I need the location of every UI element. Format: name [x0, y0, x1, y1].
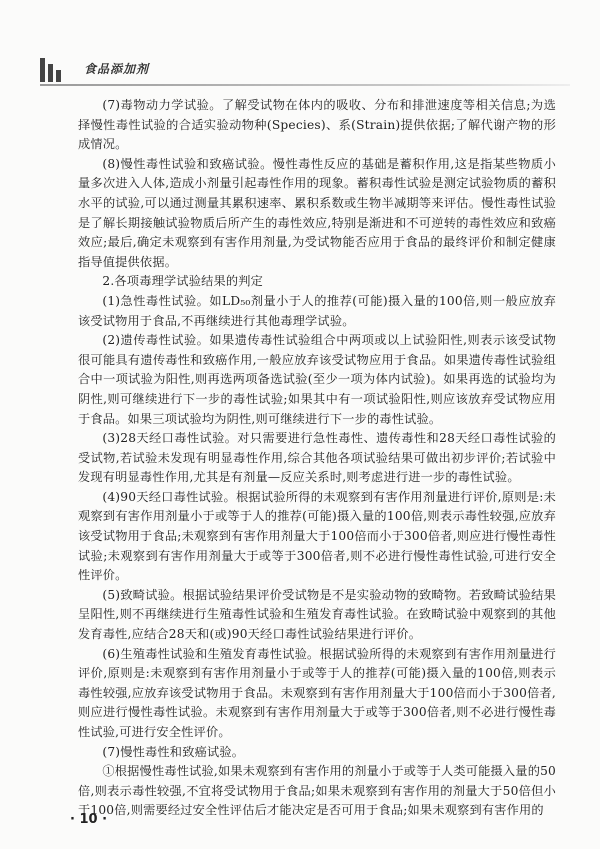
- paragraph: (4)90天经口毒性试验。根据试验所得的未观察到有害作用剂量进行评价,原则是:未观察到有害作用剂量小于或等于人的推荐(可能)摄入量的100倍,则表示毒性较强,应放弃该受试物用于食品;未观察到有害作用剂量大于100倍而小于300倍者,则应进行慢性毒性试验;未观察到有害作用剂量大于或等于300倍者,则不必进行慢性毒性试验,可进行安全性评价。: [78, 489, 556, 583]
- header-bar-icon: [40, 58, 70, 82]
- body-text: [78, 96, 556, 821]
- paragraph: (1)急性毒性试验。如LD₅₀剂量小于人的推荐(可能)摄入量的100倍,则一般应放弃该受试物用于食品,不再继续进行其他毒理学试验。: [78, 293, 556, 328]
- paragraph: (7)毒物动力学试验。了解受试物在体内的吸收、分布和排泄速度等相关信息;为选择慢性毒性试验的合适实验动物种(Species)、系(Strain)提供依据;了解代谢产物的形成情况。: [78, 98, 556, 152]
- paragraph: (3)28天经口毒性试验。对只需要进行急性毒性、遗传毒性和28天经口毒性试验的受试物,若试验未发现有明显毒性作用,综合其他各项试验结果可做出初步评价;若试验中发现有明显毒性作用,尤其是有剂量—反应关系时,则考虑进行进一步的毒性试验。: [78, 431, 556, 485]
- paragraph: ①根据慢性毒性试验,如果未观察到有害作用的剂量小于或等于人类可能摄入量的50倍,则表示毒性较强,不宜将受试物用于食品;如果未观察到有害作用的剂量大于50倍但小于100倍,则需要经过安全性评估后才能决定是否可用于食品;如果未观察到有害作用的: [78, 764, 556, 818]
- paragraph: (2)遗传毒性试验。如果遗传毒性试验组合中两项或以上试验阳性,则表示该受试物很可能具有遗传毒性和致癌作用,一般应放弃该受试物应用于食品。如果遗传毒性试验组合中一项试验为阳性,则再选两项备选试验(至少一项为体内试验)。如果再选的试验均为阴性,则可继续进行下一步的毒性试验;如果其中有一项试验阳性,则应该放弃受试物应用于食品。如果三项试验均为阴性,则可继续进行下一步的毒性试验。: [78, 333, 556, 426]
- header-rule: [40, 84, 570, 86]
- header-title: 食品添加剂: [84, 62, 150, 76]
- section-heading: 2.各项毒理学试验结果的判定: [102, 274, 264, 289]
- page-number: · 10 ·: [70, 812, 108, 827]
- paragraph: (8)慢性毒性试验和致癌试验。慢性毒性反应的基础是蓄积作用,这是指某些物质小量多次进入人体,造成小剂量引起毒性作用的现象。蓄积毒性试验是测定试验物质的蓄积水平的试验,可以通过测量其累积速率、累积系数或生物半减期等来评估。慢性毒性试验是了解长期接触试验物质后所产生的毒性效应,特别是渐进和不可逆转的毒性效应和致癌效应;最后,确定未观察到有害作用剂量,为受试物能否应用于食品的最终评价和制定健康指导值提供依据。: [78, 156, 556, 269]
- paragraph: (6)生殖毒性试验和生殖发育毒性试验。根据试验所得的未观察到有害作用剂量进行评价,原则是:未观察到有害作用剂量小于或等于人的推荐(可能)摄入量的100倍,则表示毒性较强,应放弃该受试物用于食品。未观察到有害作用剂量大于100倍而小于300倍者,则应进行慢性毒性试验。未观察到有害作用剂量大于或等于300倍者,则不必进行慢性毒性试验,可进行安全性评价。: [78, 646, 556, 739]
- paragraph: (7)慢性毒性和致癌试验。: [102, 744, 245, 759]
- paragraph: (5)致畸试验。根据试验结果评价受试物是不是实验动物的致畸物。若致畸试验结果呈阳性,则不再继续进行生殖毒性试验和生殖发育毒性试验。在致畸试验中观察到的其他发育毒性,应结合28天和(或)90天经口毒性试验结果进行评价。: [78, 587, 556, 642]
- running-header: [40, 58, 570, 82]
